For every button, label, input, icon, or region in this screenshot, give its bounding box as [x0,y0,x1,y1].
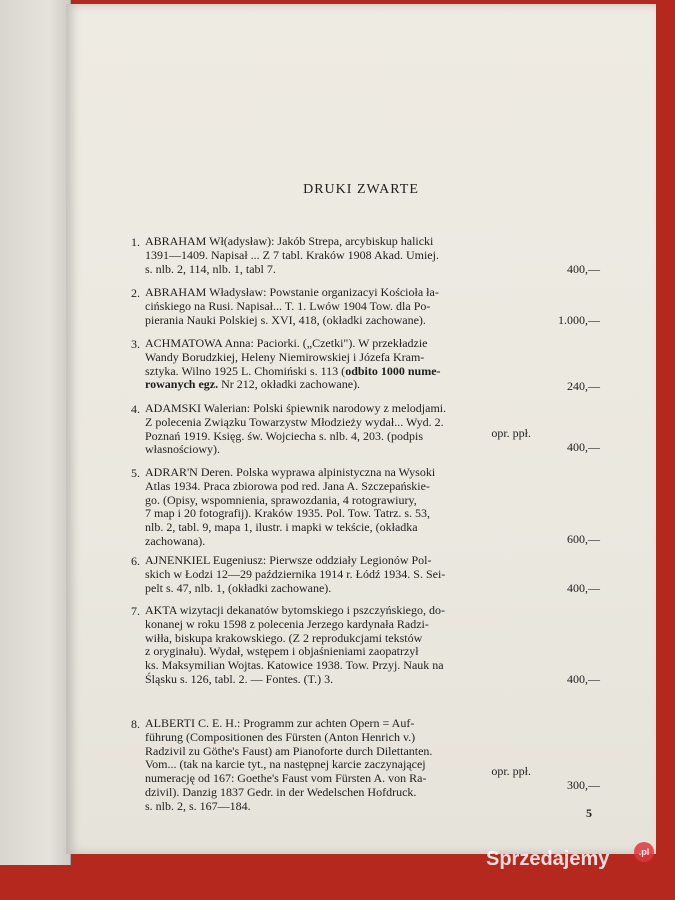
entry-line: s. nlb. 2, 114, nlb. 1, tabl 7. [145,261,276,276]
section-heading: DRUKI ZWARTE [303,182,419,197]
entry-line: Wandy Borudzkiej, Heleny Niemirowskiej i Józefa Kram- [145,349,425,364]
entry-price: 400,— [567,440,600,454]
entry-line: ADAMSKI Walerian: Polski śpiewnik narodowy z melodjami. [145,401,447,415]
entry-text [145,604,538,687]
entry-line: sztyka. Wilno 1925 L. Chomiński s. 113 (odbito 1000 nume- [145,363,441,378]
entry-text [145,286,538,327]
entry-line: s. nlb. 2, s. 167—184. [145,798,251,813]
entry-line: rowanych egz. Nr 212, okładki zachowane). [145,377,361,392]
left-page-edge [0,0,71,865]
entry-price: 300,— [567,778,600,792]
entry-line: cińskiego na Rusi. Napisał... T. 1. Lwów 1904 Tow. dla Po- [145,298,431,313]
entry-line: Vom... (tak na karcie tyt., na następnej karcie zaczynającej [145,757,426,772]
entry-price: 240,— [567,379,600,393]
entry-price: 400,— [567,581,600,595]
entry-text [145,235,538,276]
entry-binding-note: opr. ppł. [491,426,531,440]
entry-line: ALBERTI C. E. H.: Programm zur achten Opern = Auf- [145,716,415,730]
entry-line: Z polecenia Związku Towarzystw Młodzieży wydał... Wyd. 2. [145,414,444,429]
entry-number: 5. [131,466,140,480]
entry-price: 600,— [567,532,600,546]
entry-line: nlb. 2, tabl. 9, mapa 1, ilustr. i mapki w tekście, (okładka [145,520,418,535]
entry-number: 7. [131,604,140,618]
entry-line: wiłła, biskupa krakowskiego. (Z 2 reprodukcjami tekstów [145,630,423,645]
entry-binding-note: opr. ppł. [491,764,531,778]
entry-line: własnościowy). [145,442,220,457]
entry-line: zachowana). [145,533,206,548]
entry-line: z oryginału). Wydał, wstępem i objaśnieniami zaopatrzył [145,644,419,659]
entry-text [145,554,538,595]
entry-line: skich w Łodzi 12—29 października 1914 r. Łódź 1934. S. Sei- [145,566,446,581]
entry-number: 2. [131,286,140,300]
entry-line: Śląsku s. 126, tabl. 2. — Fontes. (T.) 3. [145,671,334,686]
entry-number: 1. [131,235,140,249]
entry-line: ks. Maksymilian Wojtas. Katowice 1938. Tow. Przyj. Nauk na [145,658,444,673]
entry-price: 400,— [567,262,600,276]
entry-line: 1391—1409. Napisał ... Z 7 tabl. Kraków 1908 Akad. Umiej. [145,247,439,262]
entry-line: Radzivil zu Göthe's Faust) am Pianoforte durch Dilettanten. [145,743,433,758]
watermark-text: Sprzedajemy [486,848,610,870]
entry-number: 8. [131,717,140,731]
entry-line: konanej w roku 1598 z polecenia Jerzego kardynała Radzi- [145,616,429,631]
entry-text [145,466,538,549]
entry-line: pierania Nauki Polskiej s. XVI, 418, (okładki zachowane). [145,312,426,327]
entry-line: ADRAR'N Deren. Polska wyprawa alpinistyczna na Wysoki [145,465,436,479]
entry-line: führung (Compositionen des Fürsten (Anton Henrich v.) [145,729,416,744]
entry-line: Poznań 1919. Księg. św. Wojciecha s. nlb. 4, 203. (podpis [145,428,424,443]
entry-line: ACHMATOWA Anna: Paciorki. („Czetki"). W przekładzie [145,336,428,350]
page-number: 5 [586,806,592,820]
entry-line: Atlas 1934. Praca zbiorowa pod red. Jana A. Szczepańskie- [145,478,430,493]
entry-line: AKTA wizytacji dekanatów bytomskiego i pszczyńskiego, do- [145,603,445,617]
entry-line: AJNENKIEL Eugeniusz: Pierwsze oddziały Legionów Pol- [145,553,432,567]
entry-line: 7 map i 20 fotografij). Kraków 1935. Pol. Tow. Tatrz. s. 53, [145,506,431,521]
entry-line: ABRAHAM Władysław: Powstanie organizacyi Kościoła ła- [145,285,439,299]
entry-line: dzivil). Danzig 1837 Gedr. in der Wedelschen Hofdruck. [145,784,417,799]
entry-text [145,337,538,392]
entry-line: pelt s. 47, nlb. 1, (okładki zachowane). [145,580,332,595]
entry-line: go. (Opisy, wspomnienia, sprawozdania, 4 rotograwiury, [145,492,417,507]
entry-price: 1.000,— [558,313,600,327]
entry-line: numerację od 167: Goethe's Faust vom Fürsten A. von Ra- [145,771,427,786]
watermark-badge: .pl [634,842,654,862]
entry-line: ABRAHAM Wł(adysław): Jakób Strepa, arcybiskup halicki [145,234,434,248]
entry-number: 6. [131,554,140,568]
entry-number: 4. [131,402,140,416]
watermark-logo [486,847,650,871]
entry-number: 3. [131,337,140,351]
entry-price: 400,— [567,672,600,686]
